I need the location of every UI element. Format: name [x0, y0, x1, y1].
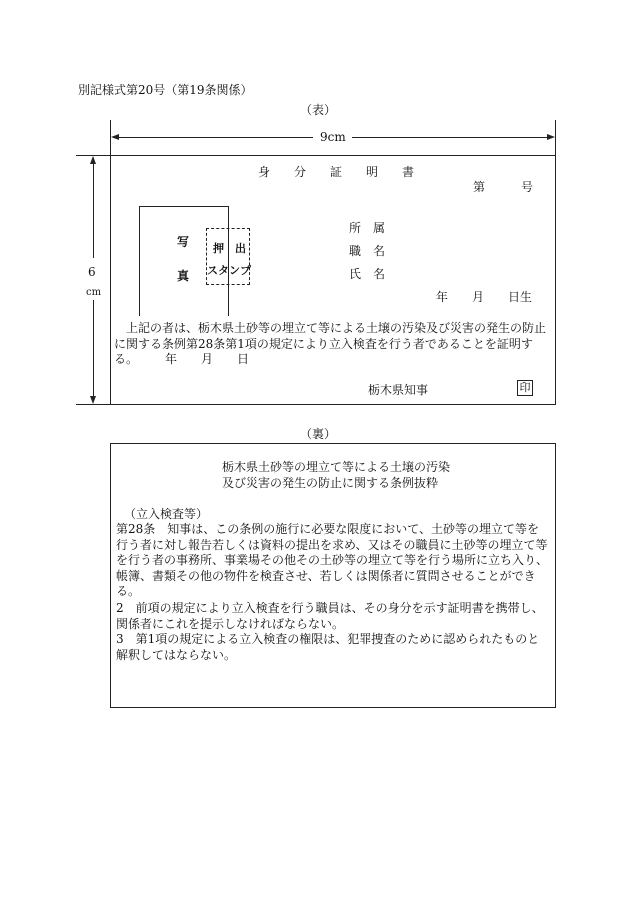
width-dim-line-left: [113, 137, 313, 138]
width-dim-line-right: [352, 137, 550, 138]
height-dim-arrow-up: [90, 156, 96, 164]
back-title-line-1: 栃木県土砂等の埋立て等による土壌の汚染: [222, 460, 451, 474]
width-dim-right-tick: [555, 120, 556, 156]
birth-date: 年 月 日生: [436, 290, 533, 304]
field-name: 氏 名: [349, 267, 386, 281]
width-dim-label: 9cm: [320, 130, 346, 144]
form-number: 別記様式第20号（第19条関係）: [78, 83, 253, 97]
card-title: 身 分 証 明 書: [258, 165, 415, 179]
height-dim-line-top: [93, 158, 94, 258]
height-dim-arrow-down: [90, 396, 96, 404]
issuer: 栃木県知事: [368, 383, 429, 397]
certification-statement: 上記の者は、栃木県土砂等の埋立て等による土壌の汚染及び災害の発生の防止に関する条例第28条第1項の規定により立入検査を行う者であることを証明する。: [114, 321, 547, 366]
section-heading: （立入検査等）: [124, 507, 209, 521]
photo-top-border: [139, 206, 229, 207]
front-label: （表）: [300, 103, 337, 117]
stamp-line-2: スタンプ: [207, 264, 251, 277]
field-job-title: 職 名: [349, 244, 386, 258]
stamp-line-1: 押 出: [213, 242, 246, 255]
field-affiliation: 所 属: [349, 221, 386, 235]
official-seal: 印: [517, 380, 533, 396]
issue-date: 年 月 日: [165, 352, 250, 366]
article-28-para-2: 2 前項の規定により立入検査を行う職員は、その身分を示す証明書を携帯し、関係者にこれを提示しなければならない。: [116, 601, 544, 631]
photo-left-border: [139, 206, 140, 316]
height-dim-number: 6: [88, 265, 96, 279]
height-dim-unit: cm: [86, 287, 102, 298]
back-label: （裏）: [300, 427, 337, 441]
photo-char-2: 真: [177, 269, 190, 283]
article-28-para-3: 3 第1項の規定による立入検査の権限は、犯罪捜査のために認められたものと解釈してはならない。: [116, 632, 540, 662]
height-dim-line-bottom: [93, 300, 94, 400]
width-dim-arrow-right: [547, 134, 555, 140]
width-dim-arrow-left: [111, 134, 119, 140]
back-title-line-2: 及び災害の発生の防止に関する条例抜粋: [222, 476, 439, 490]
card-number-label: 第 号: [473, 180, 534, 194]
article-28: 第28条 知事は、この条例の施行に必要な限度において、土砂等の埋立て等を行う者に対し報告若しくは資料の提出を求め、又はその職員に土砂等の埋立て等を行う者の事務所、事業場その他その土砂等の埋立て等を行う場所に立ち入り、帳簿、書類その他の物件を検査させ、若しくは関係者に質問させることができる。: [116, 522, 549, 598]
height-dim-bottom-tick: [76, 404, 110, 405]
photo-char-1: 写: [177, 235, 190, 249]
